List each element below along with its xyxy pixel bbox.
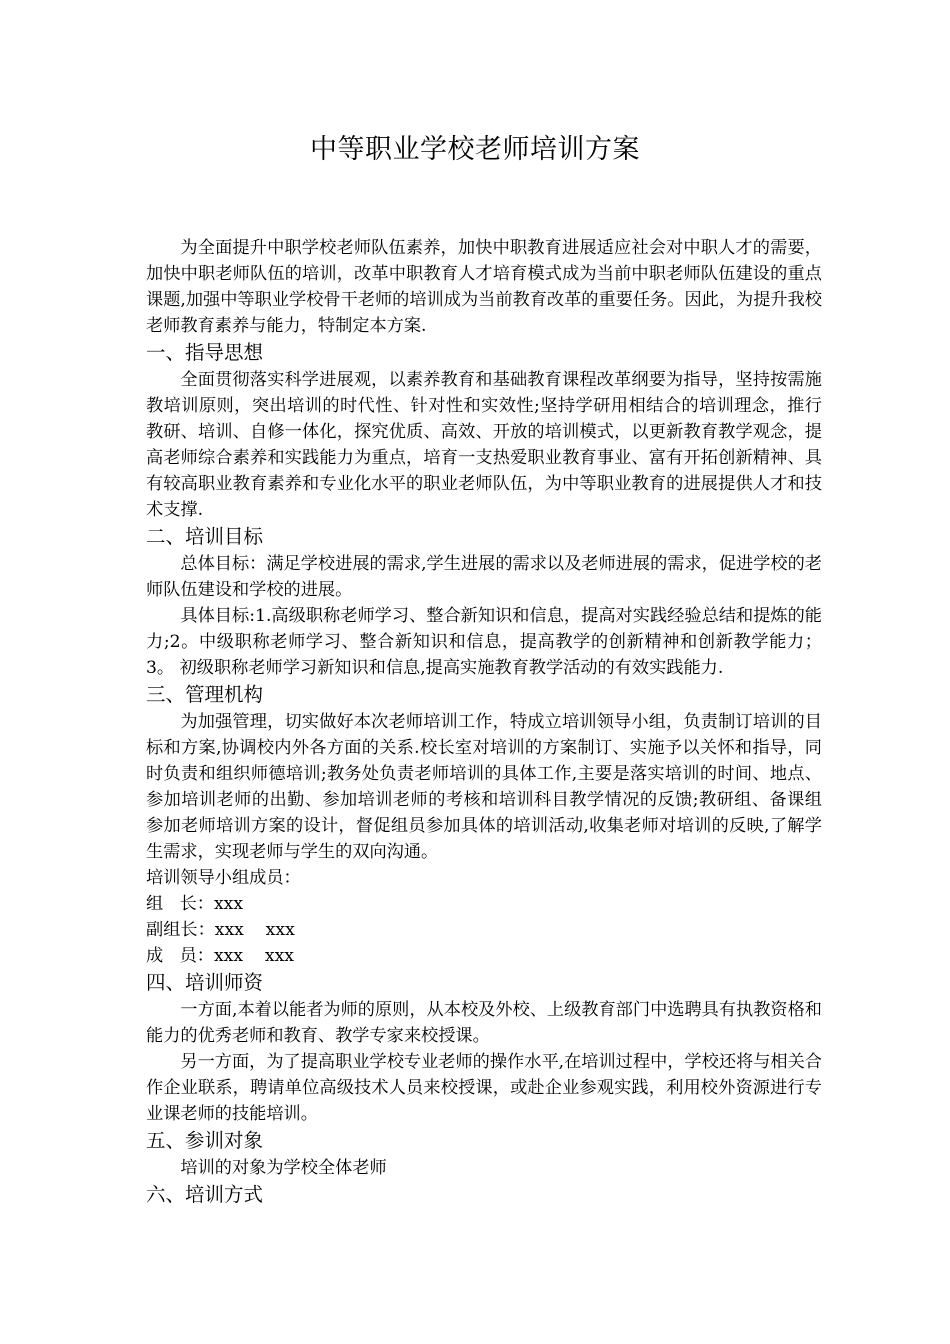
section-heading: 三、管理机构 xyxy=(146,683,264,706)
section-heading: 二、培训目标 xyxy=(146,525,264,548)
section-heading: 六、培训方式 xyxy=(146,1183,264,1206)
section-paragraph: 为加强管理，切实做好本次老师培训工作，特成立培训领导小组，负责制订培训的目标和方案,协调校内外各方面的关系.校长室对培训的方案制订、实施予以关怀和指导，同时负责和组织师德培训;教务处负责老师培训的具体工作,主要是落实培训的时间、地点、参加培训老师的出勤、参加培训老师的考核和培训科目教学情况的反馈;教研组、备课组参加老师培训方案的设计，督促组员参加具体的培训活动,收集老师对培训的反映,了解学生需求，实现老师与学生的双向沟通。 xyxy=(146,712,822,862)
member-row-deputy: 副组长：xxx xxx xyxy=(146,920,295,940)
section-trainees xyxy=(146,1127,822,1181)
section-paragraph: 一方面,本着以能者为师的原则，从本校及外校、上级教育部门中选聘具有执教资格和能力的优秀老师和教育、教学专家来校授课。 xyxy=(146,1000,822,1046)
section-heading: 五、参训对象 xyxy=(146,1129,264,1152)
document-title: 中等职业学校老师培训方案 xyxy=(310,134,640,165)
intro-paragraph: 为全面提升中职学校老师队伍素养，加快中职教育进展适应社会对中职人才的需要，加快中职老师队伍的培训，改革中职教育人才培育模式成为当前中职老师队伍建设的重点课题,加强中等职业学校骨干老师的培训成为当前教育改革的重要任务。因此，为提升我校老师教育素养与能力，特制定本方案. xyxy=(146,238,822,336)
section-paragraph: 培训的对象为学校全体老师 xyxy=(180,1158,387,1178)
section-heading: 四、培训师资 xyxy=(146,971,264,994)
section-paragraph: 总体目标：满足学校进展的需求,学生进展的需求以及老师进展的需求，促进学校的老师队伍建设和学校的进展。 xyxy=(146,554,822,600)
section-paragraph: 全面贯彻落实科学进展观，以素养教育和基础教育课程改革纲要为指导，坚持按需施教培训原则，突出培训的时代性、针对性和实效性;坚持学研用相结合的培训理念，推行教研、培训、自修一体化，探究优质、高效、开放的培训模式，以更新教育教学观念，提高老师综合素养和实践能力为重点，培育一支热爱职业教育事业、富有开拓创新精神、具有较高职业教育素养和专业化水平的职业老师队伍，为中等职业教育的进展提供人才和技术支撑. xyxy=(146,370,822,520)
members-heading: 培训领导小组成员： xyxy=(146,868,301,888)
document-body xyxy=(146,235,822,1209)
section-paragraph: 具体目标:1.高级职称老师学习、整合新知识和信息，提高对实践经验总结和提炼的能力;2。中级职称老师学习、整合新知识和信息，提高教学的创新精神和创新教学能力；3。 初级职称老师学习新知识和信息,提高实施教育教学活动的有效实践能力. xyxy=(146,606,822,678)
member-row-members: 成 员：xxx xxx xyxy=(146,946,294,966)
section-management xyxy=(146,681,822,969)
member-row-leader: 组 长：xxx xyxy=(146,894,244,914)
section-teaching-staff xyxy=(146,969,822,1127)
section-heading: 一、指导思想 xyxy=(146,341,264,364)
section-training-goals xyxy=(146,523,822,681)
section-guiding-ideology xyxy=(146,339,822,523)
section-paragraph: 另一方面，为了提高职业学校专业老师的操作水平,在培训过程中，学校还将与相关合作企业联系，聘请单位高级技术人员来校授课，或赴企业参观实践，利用校外资源进行专业课老师的技能培训。 xyxy=(146,1052,822,1124)
section-training-methods xyxy=(146,1181,822,1209)
